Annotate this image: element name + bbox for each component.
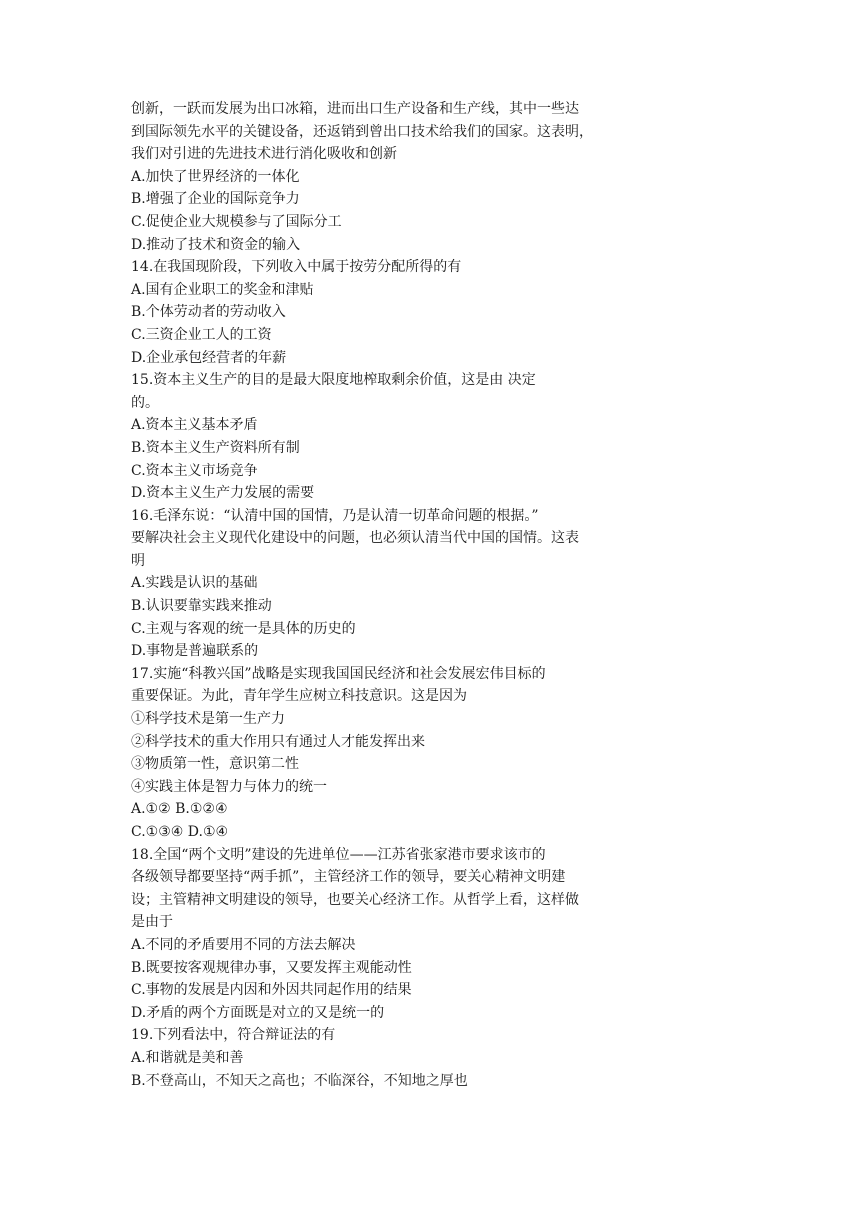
- option-cd: C.①③④ D.①④: [131, 824, 229, 840]
- question-19: 19.下列看法中，符合辩证法的有: [131, 1027, 336, 1044]
- option-d: D.推动了技术和资金的输入: [131, 236, 301, 253]
- text-line: 的。: [131, 394, 159, 411]
- option-c: C.资本主义市场竞争: [131, 462, 258, 479]
- statement-2: ②科学技术的重大作用只有通过人才能发挥出来: [131, 733, 425, 750]
- option-a: A.和谐就是美和善: [131, 1049, 244, 1066]
- question-16: 16.毛泽东说：“认清中国的国情，乃是认清一切革命问题的根据。”: [131, 507, 539, 524]
- option-d: D.事物是普遍联系的: [131, 643, 259, 660]
- option-b: B.增强了企业的国际竞争力: [131, 191, 300, 208]
- text-line: 创新，一跃而发展为出口冰箱，进而出口生产设备和生产线，其中一些达: [131, 101, 579, 117]
- option-b: B.认识要靠实践来推动: [131, 598, 272, 615]
- option-d: D.资本主义生产力发展的需要: [131, 485, 315, 502]
- question-17: 17.实施“科教兴国”战略是实现我国国民经济和社会发展宏伟目标的: [131, 665, 546, 682]
- option-c: C.三资企业工人的工资: [131, 326, 272, 343]
- option-c: C.事物的发展是内因和外因共同起作用的结果: [131, 982, 412, 999]
- document-page: [131, 98, 651, 1092]
- text-line: 我们对引进的先进技术进行消化吸收和创新: [131, 146, 397, 163]
- option-a: A.实践是认识的基础: [131, 575, 258, 592]
- text-line: 各级领导都要坚持“两手抓”，主管经济工作的领导，要关心精神文明建: [131, 869, 566, 886]
- option-d: D.企业承包经营者的年薪: [131, 349, 287, 366]
- option-b: B.既要按客观规律办事，又要发挥主观能动性: [131, 959, 412, 976]
- option-a: A.资本主义基本矛盾: [131, 417, 258, 434]
- statement-3: ③物质第一性，意识第二性: [131, 756, 299, 773]
- text-line: 重要保证。为此，青年学生应树立科技意识。这是因为: [131, 688, 467, 705]
- option-c: C.主观与客观的统一是具体的历史的: [131, 620, 356, 637]
- option-c: C.促使企业大规模参与了国际分工: [131, 213, 342, 230]
- option-ab: A.①② B.①②④: [131, 801, 228, 818]
- option-b: B.资本主义生产资料所有制: [131, 439, 300, 456]
- question-15: 15.资本主义生产的目的是最大限度地榨取剩余价值，这是由 决定: [131, 372, 536, 389]
- question-18: 18.全国“两个文明”建设的先进单位——江苏省张家港市要求该市的: [131, 846, 546, 863]
- statement-4: ④实践主体是智力与体力的统一: [131, 778, 327, 795]
- option-b: B.不登高山，不知天之高也；不临深谷，不知地之厚也: [131, 1072, 468, 1089]
- statement-1: ①科学技术是第一生产力: [131, 711, 285, 728]
- text-line: 明: [131, 552, 145, 569]
- question-14: 14.在我国现阶段，下列收入中属于按劳分配所得的有: [131, 259, 462, 276]
- text-line: 到国际领先水平的关键设备，还返销到曾出口技术给我们的国家。这表明，: [131, 123, 593, 140]
- option-b: B.个体劳动者的劳动收入: [131, 304, 286, 321]
- text-line: 设；主管精神文明建设的领导，也要关心经济工作。从哲学上看，这样做: [131, 891, 579, 908]
- text-line: 要解决社会主义现代化建设中的问题，也必须认清当代中国的国情。这表: [131, 530, 579, 547]
- option-a: A.加快了世界经济的一体化: [131, 168, 300, 185]
- text-line: 是由于: [131, 914, 173, 931]
- option-a: A.国有企业职工的奖金和津贴: [131, 281, 314, 298]
- option-d: D.矛盾的两个方面既是对立的又是统一的: [131, 1004, 385, 1021]
- option-a: A.不同的矛盾要用不同的方法去解决: [131, 936, 356, 953]
